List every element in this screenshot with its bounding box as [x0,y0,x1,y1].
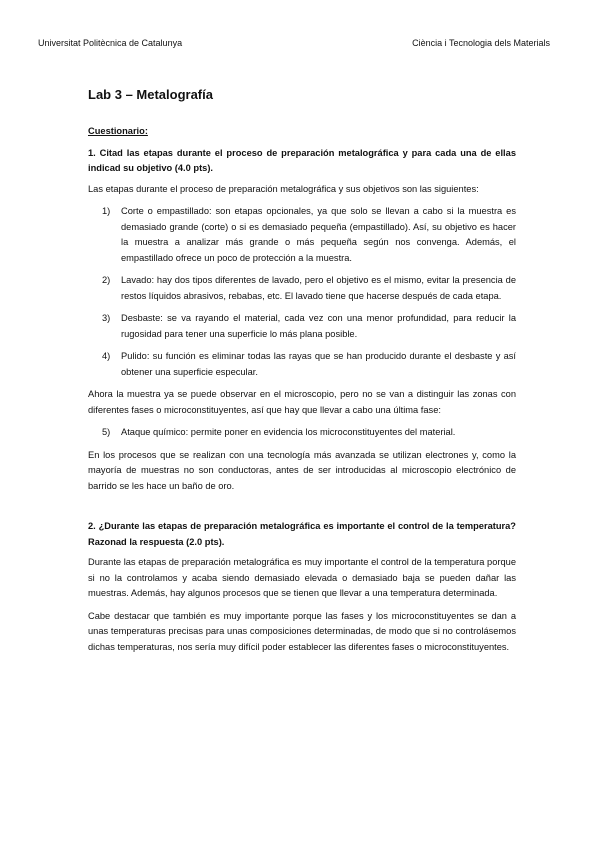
document-title: Lab 3 – Metalografía [88,87,213,102]
list-item-text: Pulido: su función es eliminar todas las rayas que se han producido durante el desbaste y así obtener una superficie especular. [121,351,516,377]
list-item-number: 1) [102,206,111,216]
stage-list-final [88,425,516,441]
question-2-paragraph-1: Durante las etapas de preparación metalográfica es muy importante el control de la temperatura porque si no la controlamos y acaba siendo demasiado elevada o demasiado baja se pueden dañar las muestras. Además, hay algunos procesos que se tienen que llevar a una temperatura determinada. [88,557,516,598]
list-item [88,349,516,380]
question-1-closing: En los procesos que se realizan con una tecnología más avanzada se utilizan electrones y, como la mayoría de muestras no son conductoras, antes de ser introducidas al microscopio electrónico de barrido se les hace un baño de oro. [88,449,516,491]
question-1-middle: Ahora la muestra ya se puede observar en el microscopio, pero no se van a distinguir las zonas con diferentes fases o microconstituyentes, así que hay que llevar a cabo una última fase: [88,389,516,415]
list-item [88,204,516,266]
question-2-paragraph-2: Cabe destacar que también es muy importante porque las fases y los microconstituyentes se dan a unas temperaturas precisas para unas composiciones determinadas, de modo que si no controlásemos dichas temperaturas, nos sería muy difícil poder establecer las diferentes fases o microconstituyentes. [88,610,516,652]
document-body [88,86,516,662]
list-item-text: Ataque químico: permite poner en evidencia los microconstituyentes del material. [121,427,456,437]
list-item-number: 2) [102,275,111,285]
header-course: Ciència i Tecnologia dels Materials [412,38,550,48]
list-item [88,273,516,304]
header-university: Universitat Politècnica de Catalunya [38,38,183,48]
stage-list [88,204,516,380]
section-label: Cuestionario: [88,126,148,136]
list-item-text: Lavado: hay dos tipos diferentes de lavado, pero el objetivo es el mismo, evitar la presencia de restos líquidos abrasivos, rebabas, etc. El lavado tiene que hacerse después de cada etapa. [121,275,516,301]
list-item-number: 4) [102,351,111,361]
question-1: 1. Citad las etapas durante el proceso de preparación metalográfica y para cada una de ellas indicad su objetivo (4.0 pts). [88,147,516,173]
question-2: 2. ¿Durante las etapas de preparación metalográfica es importante el control de la temperatura? Razonad la respuesta (2.0 pts). [88,521,516,547]
section-spacer [88,501,516,519]
page-header [38,37,550,49]
list-item-number: 5) [102,427,111,437]
question-1-intro: Las etapas durante el proceso de preparación metalográfica y sus objetivos son las siguientes: [88,183,479,194]
list-item-text: Desbaste: se va rayando el material, cada vez con una menor profundidad, para reducir la rugosidad para tener una superficie lo más plana posible. [121,313,516,339]
list-item [88,311,516,342]
list-item [88,425,516,441]
list-item-number: 3) [102,313,111,323]
list-item-text: Corte o empastillado: son etapas opcionales, ya que solo se llevan a cabo si la muestra es demasiado grande (corte) o si es demasiado pequeña (empastillado). Así, su objetivo es hacer la muestra a analizar más grande o más pequeña según nos convenga. Además, el empastillado ofrece un poco de protección a la muestra. [121,206,516,263]
